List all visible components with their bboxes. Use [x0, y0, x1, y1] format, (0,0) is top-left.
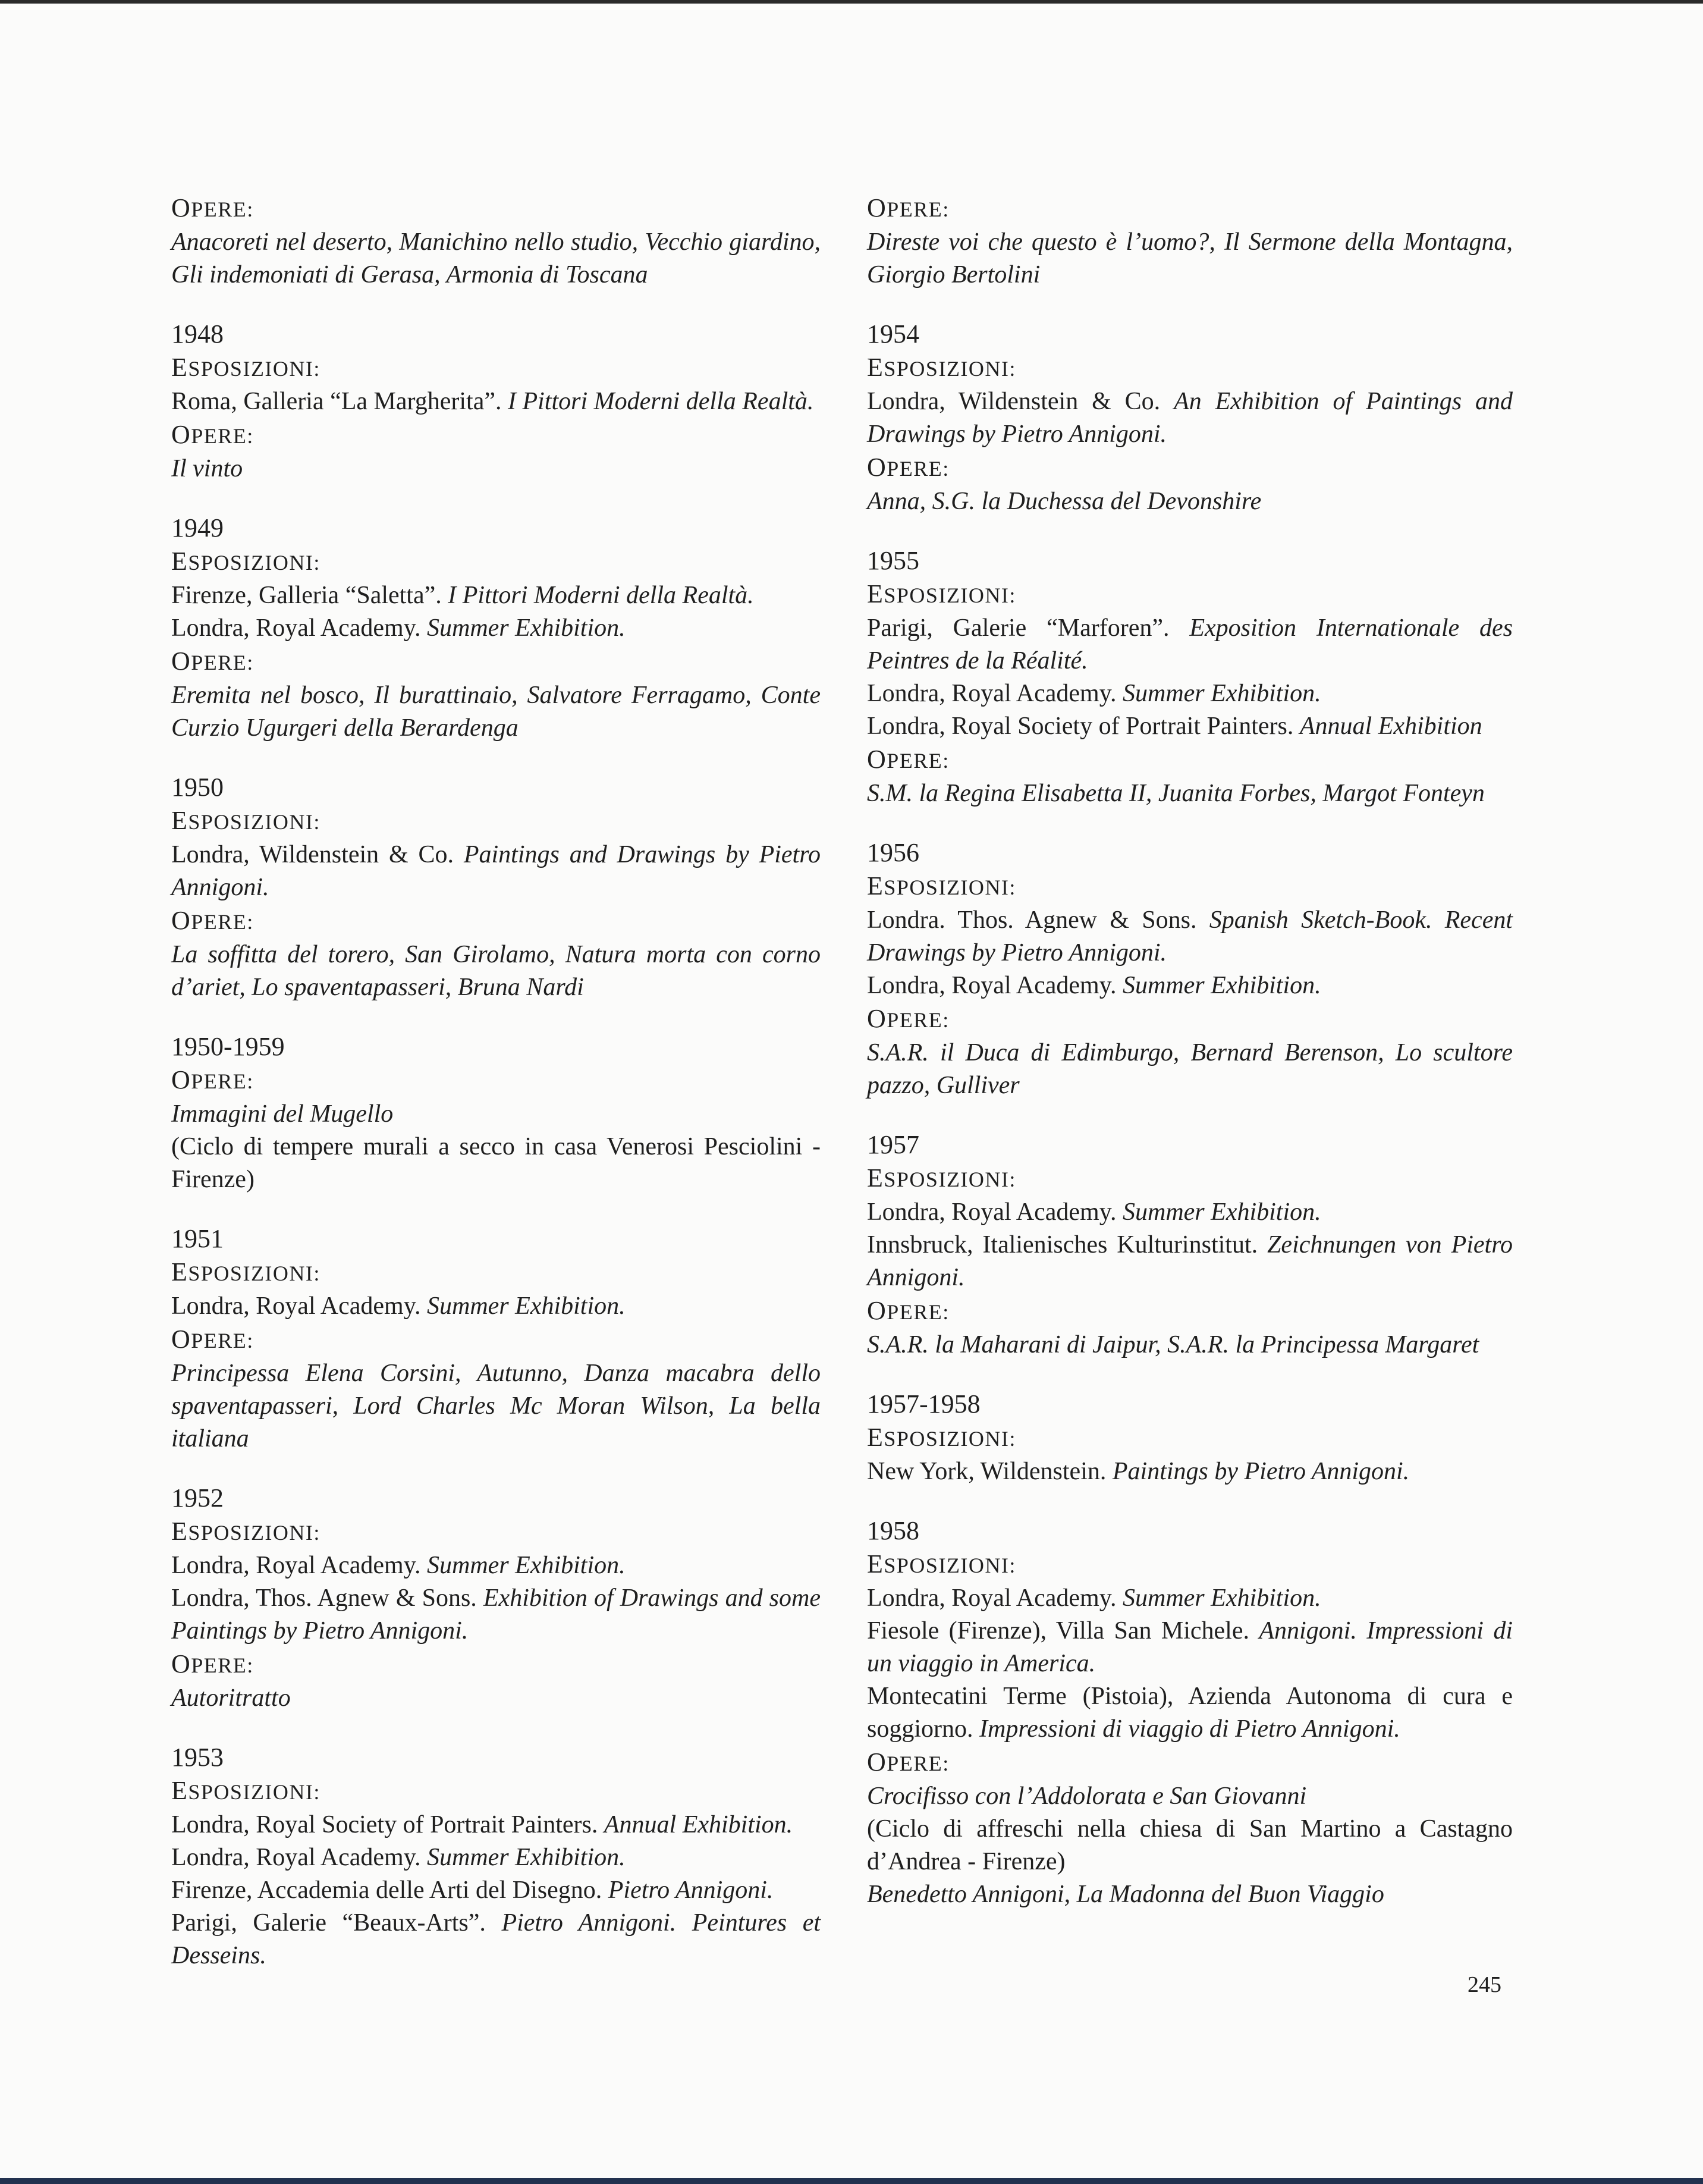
text-segment: Londra, Royal Academy. — [171, 1844, 427, 1871]
esposizioni-heading: ESPOSIZIONI: — [867, 1163, 1016, 1193]
entry-year: 1948 — [171, 319, 224, 349]
exhibition-line — [867, 710, 1513, 743]
text-segment: Londra, Royal Academy. — [867, 1198, 1123, 1226]
exhibition-line — [867, 1582, 1513, 1615]
italic-title: Spanish Sketch-Book. Recent Drawings by Pietro Annigoni. — [867, 906, 1513, 967]
esposizioni-heading: ESPOSIZIONI: — [171, 1776, 321, 1805]
works-line — [171, 453, 821, 485]
exhibition-line — [171, 385, 821, 418]
esposizioni-heading: ESPOSIZIONI: — [171, 353, 321, 382]
works-line — [171, 679, 821, 745]
esposizioni-heading: ESPOSIZIONI: — [867, 871, 1016, 900]
italic-title: Principessa Elena Corsini, Autunno, Danza macabra dello spaventapasseri, Lord Charles Mc Moran Wilson, La bella italiana — [171, 1360, 821, 1452]
exhibition-line — [171, 1582, 821, 1648]
italic-title: Paintings by Pietro Annigoni. — [1112, 1458, 1410, 1485]
esposizioni-heading: ESPOSIZIONI: — [867, 579, 1016, 608]
text-segment: Innsbruck, Italienisches Kulturinstitut. — [867, 1231, 1268, 1259]
opere-heading: OPERE: — [171, 1325, 254, 1354]
esposizioni-heading: ESPOSIZIONI: — [171, 547, 321, 576]
chronology-entry — [171, 771, 821, 1004]
esposizioni-heading: ESPOSIZIONI: — [867, 1423, 1016, 1452]
entry-year: 1950-1959 — [171, 1032, 285, 1061]
entry-year: 1949 — [171, 513, 224, 542]
italic-title: Crocifisso con l’Addolorata e San Giovanni — [867, 1783, 1307, 1810]
exhibition-line — [171, 612, 821, 645]
text-segment: Firenze, Galleria “Saletta”. — [171, 582, 448, 609]
exhibition-line — [171, 1549, 821, 1582]
text-segment: Londra, Wildenstein & Co. — [171, 841, 464, 868]
text-segment: Londra, Royal Academy. — [171, 614, 427, 642]
exhibition-line — [171, 1290, 821, 1323]
text-segment: Firenze, Accademia delle Arti del Disegno. — [171, 1877, 608, 1904]
italic-title: Pietro Annigoni. Peintures et Desseins. — [171, 1909, 821, 1969]
exhibition-line — [171, 1809, 821, 1841]
italic-title: Immagini del Mugello — [171, 1100, 394, 1128]
opere-heading: OPERE: — [171, 193, 254, 222]
works-line — [867, 485, 1513, 518]
italic-title: Exposition Internationale des Peintres de la Réalité. — [867, 614, 1513, 674]
chronology-entry — [867, 544, 1513, 810]
exhibition-line — [867, 969, 1513, 1002]
text-segment: Fiesole (Firenze), Villa San Michele. — [867, 1617, 1259, 1645]
italic-title: Il vinto — [171, 455, 243, 482]
exhibition-line — [171, 839, 821, 904]
italic-title: Summer Exhibition. — [1123, 1584, 1321, 1612]
opere-heading: OPERE: — [171, 1065, 254, 1094]
chronology-entry — [171, 512, 821, 745]
works-line — [867, 777, 1513, 810]
text-segment: Parigi, Galerie “Beaux-Arts”. — [171, 1909, 502, 1937]
text-segment: Londra, Royal Society of Portrait Painters. — [171, 1811, 604, 1838]
italic-title: Autoritratto — [171, 1684, 291, 1712]
italic-title: Benedetto Annigoni, La Madonna del Buon Viaggio — [867, 1881, 1384, 1908]
esposizioni-heading: ESPOSIZIONI: — [171, 1257, 321, 1286]
exhibition-line — [171, 579, 821, 612]
text-segment: Londra, Royal Society of Portrait Painters. — [867, 713, 1300, 740]
exhibition-line — [867, 385, 1513, 451]
opere-heading: OPERE: — [171, 1649, 254, 1678]
italic-title: Summer Exhibition. — [427, 1552, 626, 1579]
exhibition-line — [867, 1455, 1513, 1488]
esposizioni-heading: ESPOSIZIONI: — [867, 1549, 1016, 1579]
opere-heading: OPERE: — [867, 1296, 950, 1325]
text-segment: Parigi, Galerie “Marforen”. — [867, 614, 1190, 642]
works-line — [171, 939, 821, 1004]
italic-title: Exhibition of Drawings and some Paintings by Pietro Annigoni. — [171, 1584, 821, 1645]
bottom-border-line — [0, 2178, 1703, 2184]
exhibition-line — [867, 1615, 1513, 1680]
right-column — [867, 192, 1513, 1937]
italic-title: Annual Exhibition. — [604, 1811, 793, 1838]
italic-title: Summer Exhibition. — [1123, 680, 1321, 707]
italic-title: I Pittori Moderni della Realtà. — [448, 582, 754, 609]
entry-year: 1953 — [171, 1743, 224, 1772]
chronology-entry — [867, 836, 1513, 1102]
text-segment: Londra, Wildenstein & Co. — [867, 388, 1174, 415]
chronology-entry — [171, 1222, 821, 1455]
exhibition-line — [867, 612, 1513, 677]
works-line — [867, 226, 1513, 291]
entry-year: 1952 — [171, 1483, 224, 1513]
exhibition-line — [171, 1874, 821, 1907]
italic-title: La soffitta del torero, San Girolamo, Natura morta con corno d’ariet, Lo spaventapasseri, Bruna Nardi — [171, 941, 821, 1001]
opere-heading: OPERE: — [867, 745, 950, 774]
esposizioni-heading: ESPOSIZIONI: — [867, 353, 1016, 382]
works-line — [867, 1037, 1513, 1102]
works-line — [171, 1682, 821, 1715]
italic-title: Annigoni. Impressioni di un viaggio in America. — [867, 1617, 1513, 1677]
text-segment: Londra. Thos. Agnew & Sons. — [867, 906, 1209, 934]
works-line — [867, 1780, 1513, 1813]
italic-title: An Exhibition of Paintings and Drawings by Pietro Annigoni. — [867, 388, 1513, 448]
works-line — [867, 1813, 1513, 1878]
italic-title: Eremita nel bosco, Il burattinaio, Salvatore Ferragamo, Conte Curzio Ugurgeri della Berardenga — [171, 682, 821, 742]
text-segment: Londra, Royal Academy. — [867, 972, 1123, 999]
chronology-entry — [171, 318, 821, 485]
opere-heading: OPERE: — [867, 453, 950, 482]
text-segment: (Ciclo di tempere murali a secco in casa Venerosi Pesciolini - Firenze) — [171, 1133, 821, 1193]
italic-title: I Pittori Moderni della Realtà. — [507, 388, 814, 415]
esposizioni-heading: ESPOSIZIONI: — [171, 806, 321, 835]
opere-heading: OPERE: — [867, 193, 950, 222]
opere-heading: OPERE: — [171, 420, 254, 449]
text-segment: Roma, Galleria “La Margherita”. — [171, 388, 508, 415]
italic-title: Summer Exhibition. — [427, 1292, 626, 1320]
italic-title: S.M. la Regina Elisabetta II, Juanita Forbes, Margot Fonteyn — [867, 780, 1485, 807]
exhibition-line — [171, 1907, 821, 1972]
entry-year: 1955 — [867, 546, 919, 575]
exhibition-line — [867, 904, 1513, 969]
italic-title: Impressioni di viaggio di Pietro Annigoni. — [979, 1715, 1400, 1743]
italic-title: Direste voi che questo è l’uomo?, Il Sermone della Montagna, Giorgio Bertolini — [867, 228, 1513, 288]
exhibition-line — [867, 1229, 1513, 1294]
italic-title: Summer Exhibition. — [1123, 1198, 1321, 1226]
text-segment: Londra, Royal Academy. — [867, 680, 1123, 707]
chronology-entry — [171, 1030, 821, 1196]
entry-year: 1954 — [867, 319, 919, 349]
italic-title: Annual Exhibition — [1299, 713, 1482, 740]
italic-title: Summer Exhibition. — [427, 614, 626, 642]
chronology-entry — [171, 192, 821, 291]
opere-heading: OPERE: — [867, 1747, 950, 1777]
works-line — [171, 226, 821, 291]
italic-title: Summer Exhibition. — [1123, 972, 1321, 999]
page-number: 245 — [1468, 1972, 1501, 1997]
entry-year: 1950 — [171, 773, 224, 802]
italic-title: S.A.R. la Maharani di Jaipur, S.A.R. la Principessa Margaret — [867, 1331, 1479, 1358]
entry-year: 1957 — [867, 1130, 919, 1159]
text-segment: Montecatini Terme (Pistoia), Azienda Autonoma di cura e soggiorno. — [867, 1683, 1513, 1743]
left-column — [171, 192, 821, 1998]
italic-title: Anna, S.G. la Duchessa del Devonshire — [867, 488, 1262, 515]
chronology-entry — [867, 1514, 1513, 1911]
italic-title: Anacoreti nel deserto, Manichino nello studio, Vecchio giardino, Gli indemoniati di Gerasa, Armonia di Toscana — [171, 228, 821, 288]
works-line — [171, 1131, 821, 1196]
works-line — [171, 1357, 821, 1455]
italic-title: Summer Exhibition. — [427, 1844, 626, 1871]
chronology-entry — [171, 1741, 821, 1972]
esposizioni-heading: ESPOSIZIONI: — [171, 1517, 321, 1546]
opere-heading: OPERE: — [867, 1004, 950, 1033]
text-segment: New York, Wildenstein. — [867, 1458, 1113, 1485]
chronology-entry — [867, 318, 1513, 518]
opere-heading: OPERE: — [171, 647, 254, 676]
top-border-line — [0, 0, 1703, 4]
italic-title: Paintings and Drawings by Pietro Annigoni. — [171, 841, 821, 901]
text-segment: Londra, Thos. Agnew & Sons. — [171, 1584, 483, 1612]
text-segment: Londra, Royal Academy. — [867, 1584, 1123, 1612]
chronology-entry — [867, 1388, 1513, 1488]
works-line — [171, 1098, 821, 1131]
opere-heading: OPERE: — [171, 906, 254, 935]
works-line — [867, 1878, 1513, 1911]
entry-year: 1956 — [867, 838, 919, 867]
italic-title: Zeichnungen von Pietro Annigoni. — [867, 1231, 1513, 1291]
text-segment: Londra, Royal Academy. — [171, 1292, 427, 1320]
chronology-entry — [171, 1482, 821, 1715]
text-segment: (Ciclo di affreschi nella chiesa di San Martino a Castagno d’Andrea - Firenze) — [867, 1815, 1513, 1875]
entry-year: 1957-1958 — [867, 1389, 981, 1419]
chronology-entry — [867, 192, 1513, 291]
italic-title: Pietro Annigoni. — [608, 1877, 774, 1904]
exhibition-line — [867, 677, 1513, 710]
works-line — [867, 1329, 1513, 1361]
text-segment: Londra, Royal Academy. — [171, 1552, 427, 1579]
italic-title: S.A.R. il Duca di Edimburgo, Bernard Berenson, Lo scultore pazzo, Gulliver — [867, 1039, 1513, 1099]
entry-year: 1951 — [171, 1224, 224, 1253]
exhibition-line — [171, 1841, 821, 1874]
chronology-entry — [867, 1128, 1513, 1361]
exhibition-line — [867, 1680, 1513, 1746]
exhibition-line — [867, 1196, 1513, 1229]
entry-year: 1958 — [867, 1516, 919, 1545]
